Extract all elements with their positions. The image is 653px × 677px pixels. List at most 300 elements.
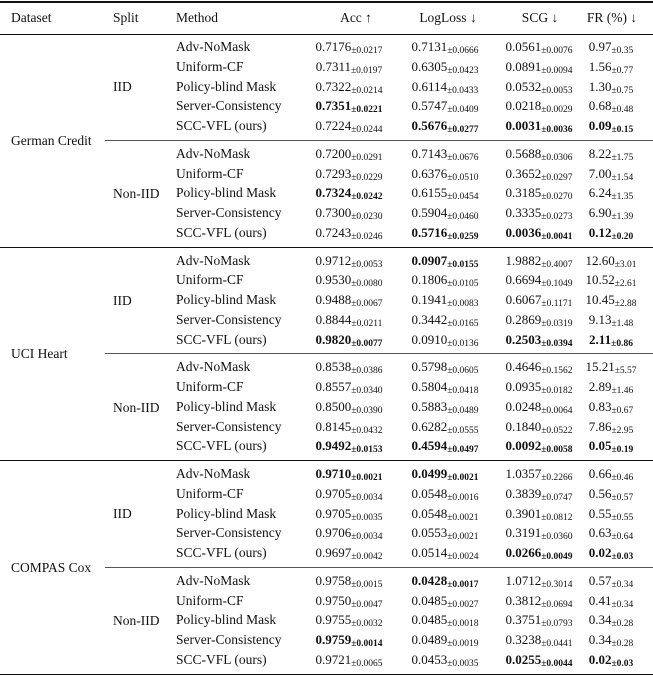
value-mean: 0.4594 bbox=[411, 438, 448, 454]
value-mean: 0.1806 bbox=[411, 272, 448, 288]
value-std: ±0.0017 bbox=[447, 579, 479, 590]
value-cell bbox=[411, 544, 478, 564]
value-std: ±0.0230 bbox=[351, 212, 383, 222]
value-cell bbox=[505, 465, 572, 485]
value-mean: 0.6114 bbox=[411, 78, 447, 94]
value-cell bbox=[315, 204, 382, 224]
value-mean: 7.00 bbox=[588, 165, 612, 181]
method-cell: Adv-NoMask bbox=[176, 145, 251, 161]
value-cell bbox=[411, 97, 478, 117]
value-std: ±0.0083 bbox=[447, 299, 479, 309]
value-cell bbox=[585, 358, 636, 378]
value-std: ±0.0019 bbox=[447, 639, 479, 649]
value-mean: 0.0428 bbox=[411, 572, 448, 588]
value-cell bbox=[315, 592, 382, 612]
value-mean: 0.9705 bbox=[315, 485, 352, 501]
value-mean: 0.7311 bbox=[315, 58, 351, 74]
value-std: ±0.0021 bbox=[351, 473, 383, 483]
value-mean: 0.5798 bbox=[411, 359, 448, 375]
header-1: Split bbox=[113, 10, 139, 25]
value-cell bbox=[315, 524, 382, 544]
method-cell: Adv-NoMask bbox=[176, 39, 251, 54]
value-cell bbox=[315, 572, 382, 592]
value-cell bbox=[505, 165, 572, 185]
value-cell bbox=[585, 271, 636, 291]
method-cell: Policy-blind Mask bbox=[176, 185, 277, 201]
value-std: ±0.34 bbox=[611, 599, 634, 610]
rule-line bbox=[105, 353, 653, 354]
value-std: ±0.1171 bbox=[541, 299, 573, 309]
method-cell: Server-Consistency bbox=[176, 311, 282, 327]
value-mean: 10.52 bbox=[585, 272, 615, 288]
value-mean: 0.68 bbox=[588, 98, 612, 114]
method-cell: Server-Consistency bbox=[176, 418, 282, 434]
value-std: ±0.0094 bbox=[541, 65, 573, 76]
value-cell bbox=[411, 631, 478, 651]
value-std: ±0.0244 bbox=[351, 125, 383, 135]
value-std: ±0.0029 bbox=[541, 105, 573, 116]
value-cell bbox=[411, 465, 478, 485]
value-std: ±0.34 bbox=[611, 579, 634, 590]
value-mean: 0.5716 bbox=[411, 224, 448, 240]
value-std: ±2.95 bbox=[611, 425, 634, 436]
header-5: SCG ↓ bbox=[521, 10, 559, 25]
value-cell bbox=[505, 184, 572, 204]
value-cell bbox=[411, 358, 478, 378]
split-label: IID bbox=[113, 79, 132, 95]
value-std: ±0.0360 bbox=[541, 532, 573, 543]
value-std: ±0.0793 bbox=[541, 619, 573, 630]
value-mean: 1.0712 bbox=[505, 572, 542, 588]
value-mean: 0.9530 bbox=[315, 272, 352, 288]
value-std: ±0.75 bbox=[611, 85, 634, 96]
value-std: ±0.0016 bbox=[447, 492, 479, 503]
value-std: ±0.0433 bbox=[446, 85, 479, 96]
value-mean: 0.8844 bbox=[315, 311, 352, 327]
value-cell bbox=[411, 311, 478, 331]
value-std: ±0.0217 bbox=[351, 46, 383, 56]
value-std: ±0.0214 bbox=[351, 85, 383, 96]
value-mean: 0.1941 bbox=[411, 292, 448, 307]
value-cell bbox=[411, 592, 478, 612]
value-mean: 0.3751 bbox=[505, 612, 542, 628]
value-mean: 9.13 bbox=[588, 311, 612, 327]
value-mean: 0.0548 bbox=[411, 485, 448, 501]
value-std: ±0.0035 bbox=[351, 512, 383, 523]
value-mean: 0.9705 bbox=[315, 505, 352, 521]
value-cell bbox=[315, 544, 382, 564]
value-cell bbox=[505, 224, 572, 244]
value-std: ±0.15 bbox=[611, 125, 634, 135]
value-cell bbox=[589, 651, 634, 671]
value-std: ±0.0064 bbox=[541, 405, 573, 416]
value-mean: 1.56 bbox=[588, 58, 612, 74]
value-mean: 0.3901 bbox=[505, 505, 542, 521]
value-mean: 0.9721 bbox=[315, 651, 352, 667]
value-std: ±0.4007 bbox=[541, 259, 573, 270]
method-cell: Server-Consistency bbox=[176, 205, 282, 220]
value-cell bbox=[589, 38, 634, 58]
value-cell bbox=[411, 291, 478, 311]
value-mean: 6.90 bbox=[588, 205, 612, 220]
value-cell bbox=[505, 544, 572, 564]
value-cell bbox=[411, 184, 478, 204]
method-cell: Server-Consistency bbox=[176, 632, 282, 647]
value-cell bbox=[315, 184, 382, 204]
value-mean: 0.5688 bbox=[505, 145, 542, 161]
value-cell bbox=[411, 117, 478, 137]
value-mean: 0.83 bbox=[588, 398, 612, 414]
value-std: ±0.46 bbox=[611, 473, 634, 483]
value-std: ±0.0182 bbox=[541, 386, 573, 396]
value-std: ±0.20 bbox=[611, 231, 634, 242]
value-mean: 0.8145 bbox=[315, 418, 352, 434]
value-cell bbox=[411, 204, 478, 224]
value-cell bbox=[589, 378, 634, 398]
method-cell: Policy-blind Mask bbox=[176, 292, 277, 307]
value-cell bbox=[589, 418, 634, 438]
method-cell: Adv-NoMask bbox=[176, 359, 251, 375]
value-mean: 0.7200 bbox=[315, 145, 352, 161]
method-cell: Server-Consistency bbox=[176, 525, 282, 541]
value-mean: 10.45 bbox=[585, 292, 615, 307]
value-std: ±0.0077 bbox=[351, 338, 383, 349]
value-mean: 0.9759 bbox=[315, 632, 352, 647]
value-cell bbox=[316, 311, 383, 331]
value-std: ±0.19 bbox=[611, 445, 634, 456]
value-std: ±1.35 bbox=[611, 192, 634, 203]
value-cell bbox=[315, 224, 382, 244]
value-mean: 0.6305 bbox=[411, 58, 448, 74]
value-cell bbox=[505, 145, 572, 165]
value-mean: 0.8538 bbox=[315, 359, 352, 375]
header-3: Acc ↑ bbox=[340, 10, 372, 25]
value-cell bbox=[505, 398, 572, 418]
value-cell bbox=[505, 651, 572, 671]
value-cell bbox=[505, 331, 572, 351]
value-mean: 0.34 bbox=[588, 632, 612, 647]
split-label: IID bbox=[113, 292, 132, 308]
value-mean: 0.3442 bbox=[411, 311, 448, 327]
method-cell: SCC-VFL (ours) bbox=[176, 118, 267, 133]
value-std: ±0.0047 bbox=[351, 599, 383, 610]
value-std: ±0.0441 bbox=[541, 639, 573, 649]
value-cell bbox=[412, 78, 479, 98]
value-cell bbox=[411, 378, 478, 398]
value-cell bbox=[589, 572, 634, 592]
value-mean: 0.3191 bbox=[505, 525, 542, 541]
value-cell bbox=[411, 165, 478, 185]
value-mean: 0.6694 bbox=[505, 272, 542, 288]
value-mean: 0.9697 bbox=[315, 545, 352, 560]
method-cell: Server-Consistency bbox=[176, 98, 282, 114]
value-mean: 0.0489 bbox=[411, 632, 448, 647]
value-cell bbox=[315, 437, 382, 457]
value-mean: 0.5883 bbox=[411, 398, 448, 414]
value-mean: 0.9820 bbox=[315, 331, 352, 347]
value-mean: 0.0031 bbox=[505, 118, 542, 133]
value-std: ±0.48 bbox=[611, 105, 634, 116]
value-cell bbox=[411, 418, 478, 438]
value-mean: 0.7300 bbox=[315, 205, 352, 220]
header-2: Method bbox=[176, 10, 218, 25]
value-mean: 8.22 bbox=[588, 145, 612, 161]
value-cell bbox=[315, 78, 382, 98]
value-cell bbox=[315, 465, 382, 485]
value-cell bbox=[585, 252, 636, 272]
value-cell bbox=[315, 252, 382, 272]
value-cell bbox=[589, 224, 634, 244]
method-cell: Uniform-CF bbox=[176, 485, 244, 501]
value-cell bbox=[589, 204, 634, 224]
method-cell: Policy-blind Mask bbox=[176, 505, 277, 521]
value-mean: 0.7224 bbox=[315, 118, 352, 133]
value-std: ±0.0080 bbox=[351, 279, 383, 290]
value-mean: 0.41 bbox=[588, 592, 612, 608]
value-cell bbox=[505, 378, 572, 398]
value-std: ±0.0812 bbox=[541, 512, 573, 523]
value-cell bbox=[315, 651, 382, 671]
value-mean: 0.02 bbox=[588, 651, 612, 667]
value-std: ±0.0605 bbox=[447, 366, 479, 377]
value-cell bbox=[315, 165, 382, 185]
value-cell bbox=[315, 145, 382, 165]
value-cell bbox=[589, 398, 634, 418]
value-cell bbox=[411, 271, 478, 291]
value-std: ±0.0049 bbox=[541, 552, 573, 562]
value-std: ±0.0165 bbox=[447, 318, 479, 329]
value-cell bbox=[589, 544, 634, 564]
value-std: ±0.0027 bbox=[447, 599, 479, 610]
value-std: ±0.0676 bbox=[447, 152, 479, 163]
value-cell bbox=[505, 524, 572, 544]
value-std: ±1.39 bbox=[611, 212, 634, 222]
value-cell bbox=[589, 437, 634, 457]
value-mean: 0.0891 bbox=[505, 58, 542, 74]
method-cell: SCC-VFL (ours) bbox=[176, 438, 267, 454]
value-std: ±0.0394 bbox=[541, 338, 573, 349]
value-mean: 1.9882 bbox=[505, 252, 542, 268]
value-std: ±0.0221 bbox=[351, 105, 383, 116]
value-mean: 0.7322 bbox=[315, 78, 352, 94]
value-cell bbox=[315, 398, 382, 418]
value-cell bbox=[589, 631, 634, 651]
value-mean: 7.86 bbox=[588, 418, 612, 434]
value-std: ±0.64 bbox=[611, 532, 634, 543]
value-std: ±0.55 bbox=[611, 512, 634, 523]
value-cell bbox=[505, 505, 572, 525]
value-mean: 2.89 bbox=[588, 379, 612, 394]
value-cell bbox=[589, 78, 634, 98]
value-mean: 0.0248 bbox=[505, 398, 542, 414]
value-std: ±2.88 bbox=[614, 299, 637, 309]
method-cell: Uniform-CF bbox=[176, 58, 244, 74]
value-cell bbox=[505, 418, 572, 438]
value-mean: 0.97 bbox=[588, 39, 612, 54]
method-cell: Uniform-CF bbox=[176, 379, 244, 394]
value-cell bbox=[589, 524, 634, 544]
value-std: ±5.57 bbox=[614, 366, 637, 377]
value-cell bbox=[315, 117, 382, 137]
value-std: ±0.28 bbox=[611, 619, 634, 630]
value-std: ±0.0014 bbox=[351, 639, 383, 649]
header-4: LogLoss ↓ bbox=[419, 10, 477, 25]
rule-line bbox=[0, 247, 653, 248]
dataset-label: UCI Heart bbox=[11, 346, 68, 362]
rule-line bbox=[0, 674, 653, 676]
value-std: ±0.0053 bbox=[541, 85, 573, 96]
value-std: ±0.0409 bbox=[447, 105, 479, 116]
value-cell bbox=[315, 291, 382, 311]
value-cell bbox=[505, 58, 572, 78]
value-mean: 0.0255 bbox=[505, 651, 542, 667]
value-mean: 0.0514 bbox=[411, 545, 448, 560]
value-mean: 0.7243 bbox=[315, 224, 352, 240]
value-cell bbox=[589, 505, 634, 525]
value-cell bbox=[505, 204, 572, 224]
value-std: ±0.3014 bbox=[541, 579, 573, 590]
value-cell bbox=[505, 78, 572, 98]
value-mean: 0.0453 bbox=[411, 651, 448, 667]
value-cell bbox=[505, 611, 572, 631]
value-std: ±0.0460 bbox=[447, 212, 479, 222]
value-mean: 0.5904 bbox=[411, 205, 448, 220]
value-std: ±0.57 bbox=[611, 492, 634, 503]
value-mean: 0.05 bbox=[588, 438, 612, 454]
value-std: ±0.35 bbox=[611, 46, 634, 56]
value-std: ±0.0259 bbox=[447, 231, 479, 242]
value-std: ±1.46 bbox=[611, 386, 634, 396]
value-mean: 0.2869 bbox=[505, 311, 542, 327]
value-std: ±0.0105 bbox=[447, 279, 479, 290]
value-mean: 0.0266 bbox=[505, 545, 542, 560]
value-mean: 0.0935 bbox=[505, 379, 542, 394]
value-std: ±0.0306 bbox=[541, 152, 573, 163]
value-std: ±0.0386 bbox=[351, 366, 383, 377]
value-cell bbox=[589, 58, 634, 78]
value-std: ±0.67 bbox=[611, 405, 634, 416]
value-std: ±0.03 bbox=[611, 552, 634, 562]
rule-line bbox=[105, 140, 653, 141]
value-std: ±0.0155 bbox=[447, 259, 479, 270]
split-label: Non-IID bbox=[113, 613, 160, 629]
header-0: Dataset bbox=[11, 10, 52, 25]
value-mean: 0.9488 bbox=[315, 292, 352, 307]
value-mean: 0.9750 bbox=[315, 592, 352, 608]
value-std: ±0.0694 bbox=[541, 599, 573, 610]
method-cell: Policy-blind Mask bbox=[176, 612, 277, 628]
value-std: ±0.0246 bbox=[351, 231, 383, 242]
value-std: ±0.1562 bbox=[541, 366, 573, 377]
value-cell bbox=[315, 358, 382, 378]
value-std: ±0.0454 bbox=[447, 192, 479, 203]
value-cell bbox=[411, 398, 478, 418]
value-std: ±0.0058 bbox=[541, 445, 573, 456]
value-mean: 0.0092 bbox=[505, 438, 542, 454]
value-std: ±0.0270 bbox=[541, 192, 573, 203]
value-mean: 0.57 bbox=[588, 572, 612, 588]
value-std: ±0.0277 bbox=[447, 125, 479, 135]
value-mean: 0.63 bbox=[588, 525, 612, 541]
value-cell bbox=[589, 145, 634, 165]
value-cell bbox=[411, 58, 478, 78]
value-cell bbox=[411, 485, 478, 505]
value-mean: 0.7143 bbox=[411, 145, 448, 161]
value-std: ±0.0067 bbox=[351, 299, 383, 309]
value-std: ±3.01 bbox=[614, 259, 637, 270]
value-cell bbox=[589, 331, 633, 351]
method-cell: Adv-NoMask bbox=[176, 252, 251, 268]
method-cell: Adv-NoMask bbox=[176, 572, 251, 588]
value-mean: 0.34 bbox=[588, 612, 612, 628]
value-cell bbox=[411, 252, 478, 272]
value-cell bbox=[315, 331, 382, 351]
value-cell bbox=[411, 524, 478, 544]
value-mean: 0.0036 bbox=[505, 224, 542, 240]
split-label: Non-IID bbox=[113, 399, 160, 415]
value-cell bbox=[315, 97, 382, 117]
value-cell bbox=[589, 184, 634, 204]
header-6: FR (%) ↓ bbox=[586, 10, 638, 25]
value-cell bbox=[315, 38, 382, 58]
value-std: ±0.0065 bbox=[351, 658, 383, 669]
value-cell bbox=[315, 505, 382, 525]
value-cell bbox=[411, 611, 478, 631]
value-mean: 0.09 bbox=[588, 118, 612, 133]
value-cell bbox=[589, 165, 634, 185]
value-mean: 0.8500 bbox=[315, 398, 352, 414]
value-std: ±0.0021 bbox=[447, 532, 479, 543]
value-std: ±0.1049 bbox=[541, 279, 573, 290]
value-cell bbox=[315, 611, 382, 631]
value-std: ±0.0018 bbox=[447, 619, 479, 630]
value-cell bbox=[505, 38, 572, 58]
value-std: ±0.0044 bbox=[541, 658, 573, 669]
value-std: ±0.77 bbox=[611, 65, 634, 76]
value-cell bbox=[589, 611, 634, 631]
value-mean: 0.0499 bbox=[411, 466, 448, 481]
value-std: ±2.61 bbox=[614, 279, 637, 290]
value-std: ±0.0555 bbox=[447, 425, 479, 436]
value-std: ±0.0076 bbox=[541, 46, 573, 56]
split-label: IID bbox=[113, 506, 132, 522]
value-mean: 12.60 bbox=[585, 252, 615, 268]
value-mean: 6.24 bbox=[588, 185, 612, 201]
value-mean: 0.3839 bbox=[505, 485, 542, 501]
value-mean: 0.9706 bbox=[315, 525, 352, 541]
value-mean: 0.3812 bbox=[505, 592, 542, 608]
value-cell bbox=[315, 485, 382, 505]
value-mean: 0.4646 bbox=[505, 359, 542, 375]
value-cell bbox=[589, 592, 634, 612]
value-mean: 0.7176 bbox=[315, 39, 352, 54]
method-cell: Policy-blind Mask bbox=[176, 398, 277, 414]
dataset-label: German Credit bbox=[11, 132, 92, 148]
value-std: ±0.0034 bbox=[351, 492, 383, 503]
value-cell bbox=[411, 145, 478, 165]
method-cell: SCC-VFL (ours) bbox=[176, 651, 267, 667]
rule-line bbox=[0, 34, 653, 35]
value-std: ±0.0489 bbox=[447, 405, 479, 416]
value-std: ±0.0041 bbox=[541, 231, 573, 242]
value-mean: 0.0218 bbox=[505, 98, 542, 114]
value-cell bbox=[585, 291, 636, 311]
value-std: ±0.0497 bbox=[447, 445, 479, 456]
value-std: ±0.28 bbox=[611, 639, 634, 649]
value-std: ±0.0273 bbox=[541, 212, 573, 222]
value-cell bbox=[506, 291, 573, 311]
value-cell bbox=[316, 58, 383, 78]
